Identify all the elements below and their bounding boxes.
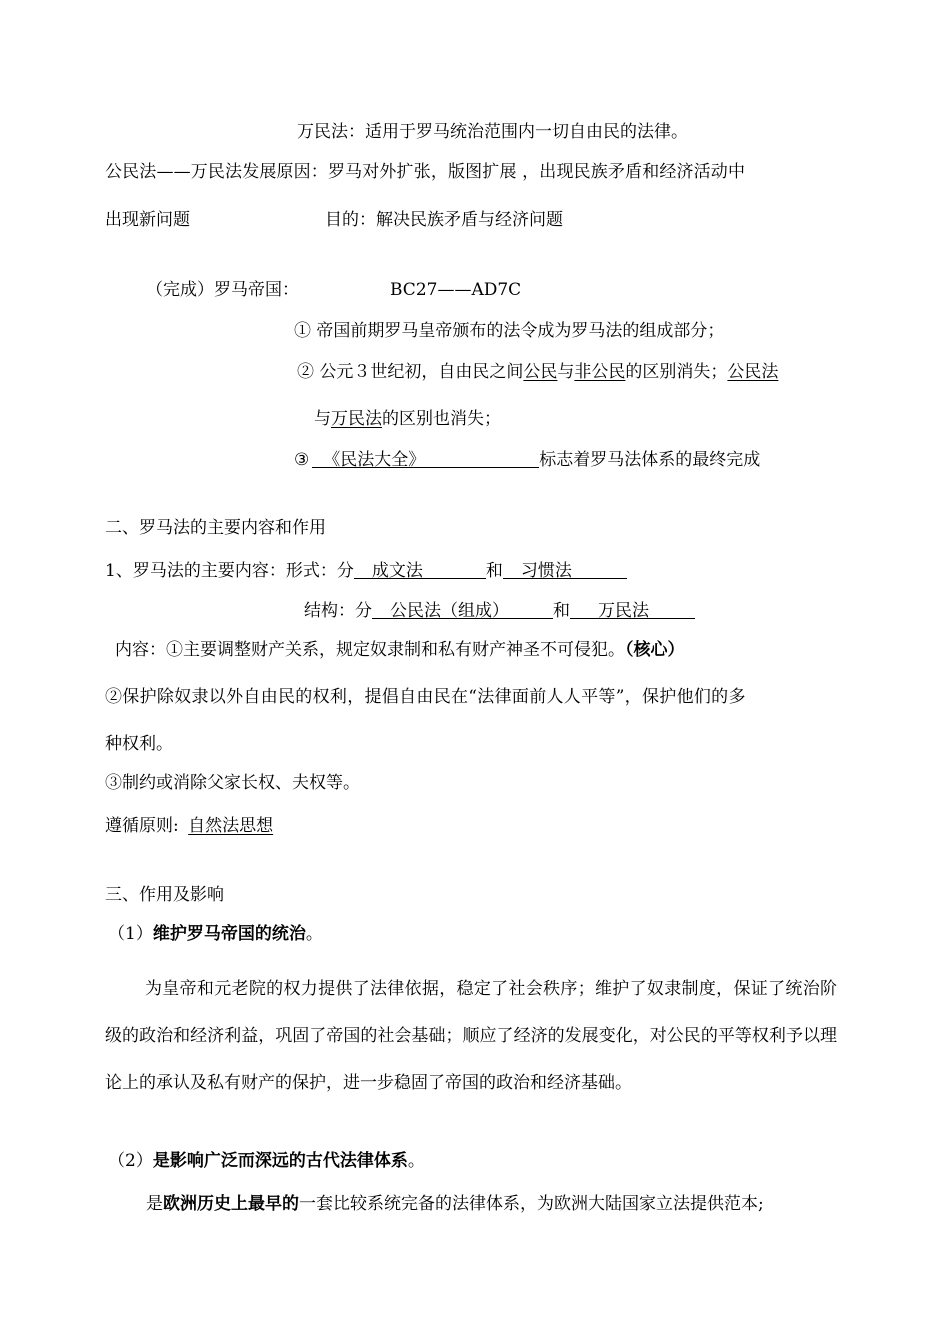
form-answer-a: 成文法 (371, 561, 423, 581)
section-3-heading: 三、作用及影响 (105, 885, 224, 905)
structure-label: 结构：分 (304, 601, 372, 621)
corpus-juris-blank (312, 449, 539, 468)
structure-line (304, 600, 695, 622)
form-blank-a (354, 560, 486, 579)
item-2-body-bold: 欧洲历史上最早的 (163, 1194, 299, 1214)
empire-point-2-cont (314, 408, 501, 430)
wanminfa-definition: 万民法：适用于罗马统治范围内一切自由民的法律。 (297, 122, 688, 142)
item-1-body: 为皇帝和元老院的权力提供了法律依据，稳定了社会秩序；维护了奴隶制度，保证了统治阶级的政治和经济利益，巩固了帝国的社会基础；顺应了经济的发展变化，对公民的平等权利予以理论上的承认及私有财产的保护，进一步稳固了帝国的政治和经济基础。 (105, 979, 837, 1093)
structure-blank-a (372, 600, 553, 619)
and-text-3: 和 (485, 561, 503, 581)
form-label: 1、罗马法的主要内容：形式：分 (105, 561, 354, 581)
civil-law-term: 公民法 (727, 362, 779, 382)
non-citizen-term: 非公民 (574, 362, 626, 382)
empire-point-2 (297, 361, 778, 383)
item-2-body-rest: 一套比较系统完备的法律体系，为欧洲大陆国家立法提供范本; (299, 1194, 764, 1214)
item-1-title: 维护罗马帝国的统治 (152, 924, 306, 944)
item-1-number: （1） (108, 924, 153, 944)
content-1 (115, 639, 685, 661)
empire-heading: （完成）罗马帝国： (146, 280, 299, 300)
item-2-body-start: 是 (146, 1194, 163, 1214)
form-line (105, 560, 627, 582)
item-2-body (146, 1193, 764, 1215)
and-text-4: 和 (553, 601, 570, 621)
structure-answer-a: 公民法（组成） (390, 601, 509, 621)
core-label: （核心） (625, 640, 685, 660)
form-answer-b: 习惯法 (520, 561, 572, 581)
empire-point-3 (294, 449, 760, 471)
item-2-number: （2） (108, 1151, 153, 1171)
form-blank-b (503, 560, 627, 579)
empire-point-2-text2: 的区别消失； (625, 362, 728, 382)
point-3-text: 标志着罗马法体系的最终完成 (539, 450, 761, 470)
structure-answer-b: 万民法 (598, 601, 649, 621)
development-purpose: 目的：解决民族矛盾与经济问题 (325, 210, 563, 230)
structure-blank-b (570, 600, 695, 619)
content-2b: 种权利。 (105, 734, 173, 754)
principle-line (105, 815, 273, 837)
content-2a: ②保护除奴隶以外自由民的权利，提倡自由民在“法律面前人人平等”，保护他们的多 (105, 687, 746, 707)
corpus-juris-answer: 《民法大全》 (323, 450, 426, 470)
item-2-heading (108, 1150, 425, 1172)
content-3: ③制约或消除父家长权、夫权等。 (105, 773, 360, 793)
and-text-2: 与 (314, 409, 331, 429)
empire-point-2-cont-text: 的区别也消失； (382, 409, 501, 429)
development-reason-line1: 公民法——万民法发展原因：罗马对外扩张，版图扩展 ，出现民族矛盾和经济活动中 (105, 162, 746, 182)
principle-label: 遵循原则: (105, 816, 179, 836)
item-1-heading (108, 923, 323, 945)
section-2-heading: 二、罗马法的主要内容和作用 (105, 518, 326, 538)
item-2-period: 。 (407, 1151, 425, 1171)
empire-period: BC27——AD7C (390, 280, 522, 300)
empire-point-1: ① 帝国前期罗马皇帝颁布的法令成为罗马法的组成部分； (294, 321, 725, 341)
wanminfa-term: 万民法 (331, 409, 382, 429)
and-text: 与 (557, 362, 575, 382)
principle-value: 自然法思想 (188, 816, 274, 836)
empire-point-2-text: ② 公元３世纪初，自由民之间 (297, 362, 524, 382)
content-1-text: 内容：①主要调整财产关系，规定奴隶制和私有财产神圣不可侵犯。 (115, 640, 625, 660)
item-1-period: 。 (305, 924, 323, 944)
development-reason-line2: 出现新问题 (105, 210, 190, 230)
item-2-title: 是影响广泛而深远的古代法律体系 (152, 1151, 408, 1171)
point-3-marker: ③ (294, 450, 310, 470)
citizen-term: 公民 (523, 362, 558, 382)
